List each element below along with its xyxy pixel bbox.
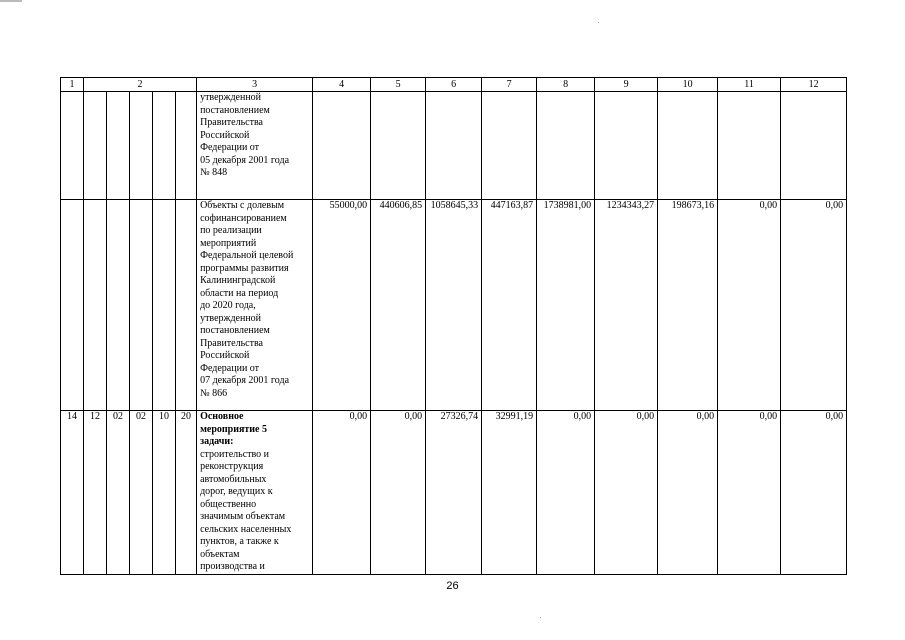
code-cell [153, 200, 176, 411]
description-title-line: Основное [200, 411, 244, 422]
header-col-9: 9 [595, 78, 658, 92]
table-header-row [61, 78, 847, 92]
value-cell [595, 92, 658, 200]
description-line: 07 декабря 2001 года [200, 375, 290, 386]
code-cell [84, 92, 107, 200]
description-line: строительство и [200, 448, 270, 460]
code-cell [130, 200, 153, 411]
scan-speck [598, 22, 599, 23]
description-line: Федеральной целевой [200, 250, 294, 261]
description-line: мероприятий [200, 237, 257, 249]
header-col-1: 1 [61, 78, 84, 92]
scan-edge-mark [0, 0, 22, 2]
code-cell: 12 [84, 411, 107, 575]
description-line: № 848 [200, 167, 228, 178]
description-line: софинансированием [200, 212, 287, 224]
table-row [61, 200, 847, 411]
scan-speck [540, 617, 541, 618]
description-line: дорог, ведущих к [200, 486, 273, 497]
description-cell [197, 411, 313, 575]
description-title-line: задачи: [200, 436, 234, 447]
description-line: Объекты с долевым [200, 200, 285, 211]
code-cell [61, 92, 84, 200]
description-line: 05 декабря 2001 года [200, 154, 290, 166]
description-line: сельских населенных [200, 523, 292, 535]
description-line: по реализации [200, 225, 262, 236]
value-cell [658, 92, 718, 200]
code-cell [61, 200, 84, 411]
description-cell [197, 200, 313, 411]
description-line: Российской [200, 129, 250, 141]
value-cell: 1234343,27 [595, 200, 658, 411]
code-cell [130, 92, 153, 200]
code-cell: 10 [153, 411, 176, 575]
value-cell: 447163,87 [482, 200, 537, 411]
description-line: № 866 [200, 387, 228, 399]
value-cell [482, 92, 537, 200]
page-number: 26 [446, 580, 459, 592]
description-line: Федерации от [200, 362, 260, 374]
value-cell: 198673,16 [658, 200, 718, 411]
budget-table [60, 77, 847, 575]
value-cell: 0,00 [718, 411, 781, 575]
value-cell: 440606,85 [371, 200, 426, 411]
description-line: объектам [200, 548, 240, 560]
value-cell [537, 92, 595, 200]
table-row [61, 92, 847, 200]
header-col-3: 3 [197, 78, 313, 92]
description-line: Правительства [200, 337, 263, 349]
description-line: постановлением [200, 325, 270, 336]
description-line: Правительства [200, 117, 263, 128]
description-line: автомобильных [200, 473, 267, 485]
value-cell: 0,00 [595, 411, 658, 575]
value-cell: 0,00 [371, 411, 426, 575]
description-line: до 2020 года, [200, 300, 256, 311]
header-col-4: 4 [313, 78, 371, 92]
description-line: области на период [200, 287, 279, 299]
header-col-2: 2 [84, 78, 197, 92]
description-line: постановлением [200, 104, 270, 116]
code-cell [176, 200, 197, 411]
value-cell: 1738981,00 [537, 200, 595, 411]
header-col-11: 11 [718, 78, 781, 92]
value-cell: 0,00 [781, 200, 847, 411]
description-line: Федерации от [200, 142, 260, 153]
description-line: утвержденной [200, 312, 262, 324]
header-col-6: 6 [426, 78, 482, 92]
header-col-12: 12 [781, 78, 847, 92]
code-cell [153, 92, 176, 200]
code-cell: 02 [130, 411, 153, 575]
code-cell [107, 200, 130, 411]
value-cell [313, 92, 371, 200]
description-line: значимым объектам [200, 511, 286, 522]
code-cell: 14 [61, 411, 84, 575]
value-cell: 0,00 [537, 411, 595, 575]
value-cell [781, 92, 847, 200]
value-cell: 1058645,33 [426, 200, 482, 411]
value-cell: 55000,00 [313, 200, 371, 411]
header-col-8: 8 [537, 78, 595, 92]
value-cell: 0,00 [313, 411, 371, 575]
description-line: пунктов, а также к [200, 536, 279, 547]
value-cell [371, 92, 426, 200]
code-cell [176, 92, 197, 200]
code-cell: 20 [176, 411, 197, 575]
table-row [61, 411, 847, 575]
description-title-line: мероприятие 5 [200, 423, 267, 435]
description-line: производства и [200, 561, 265, 572]
value-cell: 0,00 [718, 200, 781, 411]
value-cell: 0,00 [658, 411, 718, 575]
header-col-10: 10 [658, 78, 718, 92]
header-col-7: 7 [482, 78, 537, 92]
value-cell [718, 92, 781, 200]
code-cell [107, 92, 130, 200]
value-cell: 32991,19 [482, 411, 537, 575]
description-cell [197, 92, 313, 200]
description-line: Российской [200, 350, 250, 361]
description-line: программы развития [200, 262, 289, 274]
description-line: реконструкция [200, 461, 264, 472]
description-line: Калининградской [200, 275, 276, 286]
header-col-5: 5 [371, 78, 426, 92]
value-cell: 27326,74 [426, 411, 482, 575]
value-cell [426, 92, 482, 200]
code-cell: 02 [107, 411, 130, 575]
code-cell [84, 200, 107, 411]
value-cell: 0,00 [781, 411, 847, 575]
description-line: утвержденной [200, 92, 262, 103]
description-line: общественно [200, 498, 257, 510]
